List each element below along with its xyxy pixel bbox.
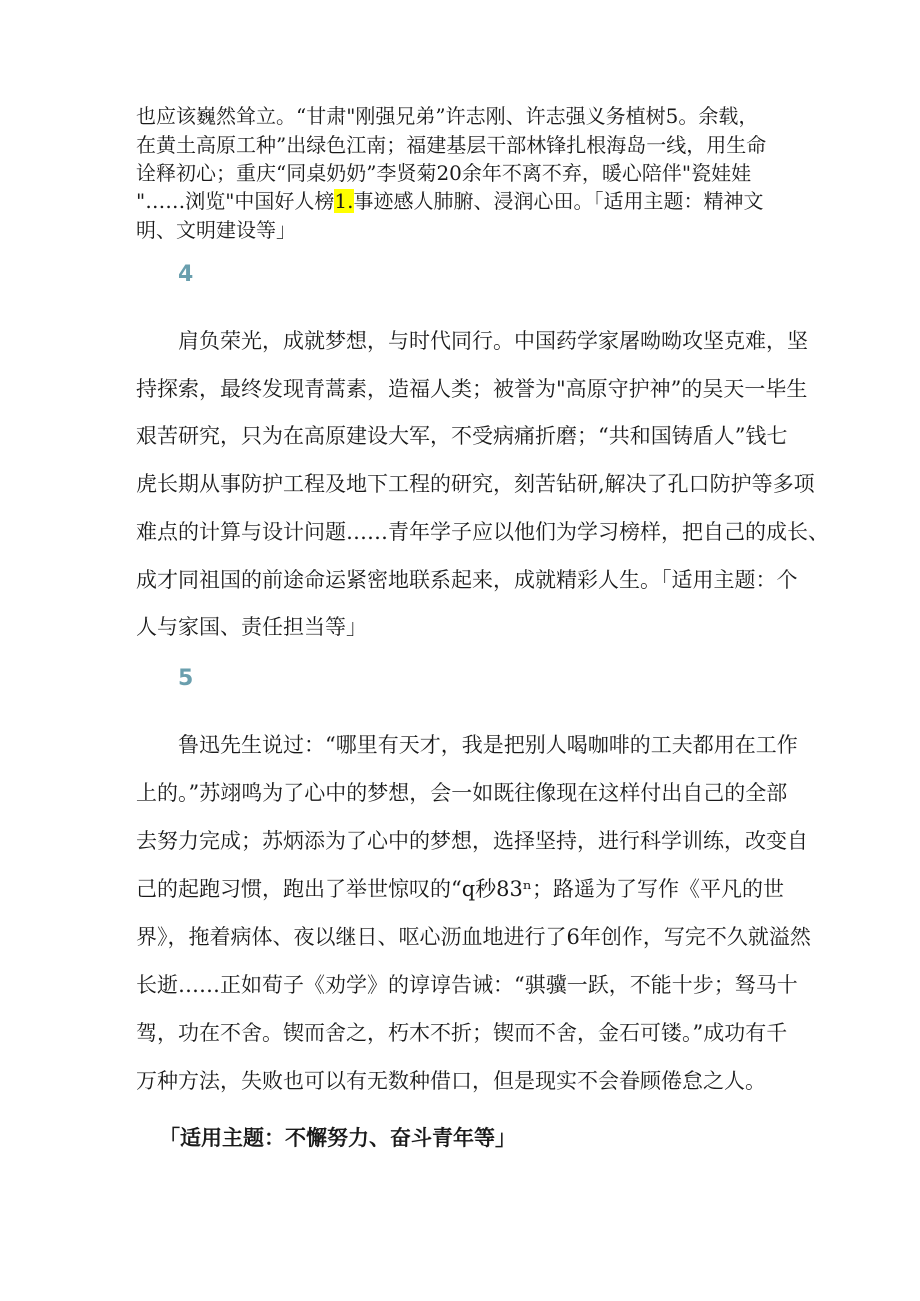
text-line: 成才同祖国的前途命运紧密地联系起来，成就精彩人生。「适用主题：个: [136, 568, 798, 592]
text-fragment: 事迹感人肺腑、浸润心田。「适用主题：精神文: [353, 189, 764, 213]
text-line: 万种方法，失败也可以有无数种借口，但是现实不会眷顾倦怠之人。: [136, 1069, 766, 1093]
text-line: 鲁迅先生说过：“哪里有天才，我是把别人喝咖啡的工夫都用在工作: [178, 733, 798, 757]
text-line: 难点的计算与设计问题……青年学子应以他们为学习榜样，把自己的成长、: [136, 520, 829, 544]
text-line: [136, 187, 764, 215]
text-line: 上的。”苏翊鸣为了心中的梦想，会一如既往像现在这样付出自己的全部: [136, 781, 788, 805]
text-line: 艰苦研究，只为在高原建设大军，不受病痛折磨；“共和国铸盾人”钱七: [136, 424, 788, 448]
text-line: 肩负荣光，成就梦想，与时代同行。中国药学家屠呦呦攻坚克难，坚: [178, 329, 808, 353]
section-number: 5: [178, 666, 194, 691]
text-line: 人与家国、责任担当等」: [136, 615, 367, 639]
text-line: 也应该巍然耸立。“甘肃"刚强兄弟”许志刚、许志强义务植树5。余载，: [136, 104, 759, 128]
text-line: 持探索，最终发现青蒿素，造福人类；被誉为"高原守护神”的吴天一毕生: [136, 377, 808, 401]
text-line: 驾，功在不舍。锲而舍之，朽木不折；锲而不舍，金石可镂。”成功有千: [136, 1021, 788, 1045]
section-number: 4: [178, 262, 194, 287]
text-line: 诠释初心；重庆“同桌奶奶”李贤菊20余年不离不弃，暖心陪伴"瓷娃娃: [136, 161, 752, 185]
text-line: 己的起跑习惯，跑出了举世惊叹的“q秒83ⁿ；路遥为了写作《平凡的世: [136, 877, 784, 901]
theme-label: 「适用主题：不懈努力、奋斗青年等」: [159, 1125, 516, 1150]
text-line: 在黄土高原工种”出绿色江南；福建基层干部林锋扎根海岛一线，用生命: [136, 133, 767, 157]
text-fragment: "……浏览"中国好人榜: [136, 189, 335, 213]
text-line: 虎长期从事防护工程及地下工程的研究，刻苦钻研,解决了孔口防护等多项: [136, 472, 815, 496]
text-line: 长逝……正如荀子《劝学》的谆谆告诫：“骐骥一跃，不能十步；驽马十: [136, 973, 798, 997]
text-line: 界》，拖着病体、夜以继日、呕心沥血地进行了6年创作，写完不久就溢然: [136, 925, 811, 949]
text-line: 去努力完成；苏炳添为了心中的梦想，选择坚持，进行科学训练，改变自: [136, 829, 808, 853]
highlighted-text: 1.: [334, 189, 354, 213]
text-line: 明、文明建设等」: [136, 218, 296, 242]
